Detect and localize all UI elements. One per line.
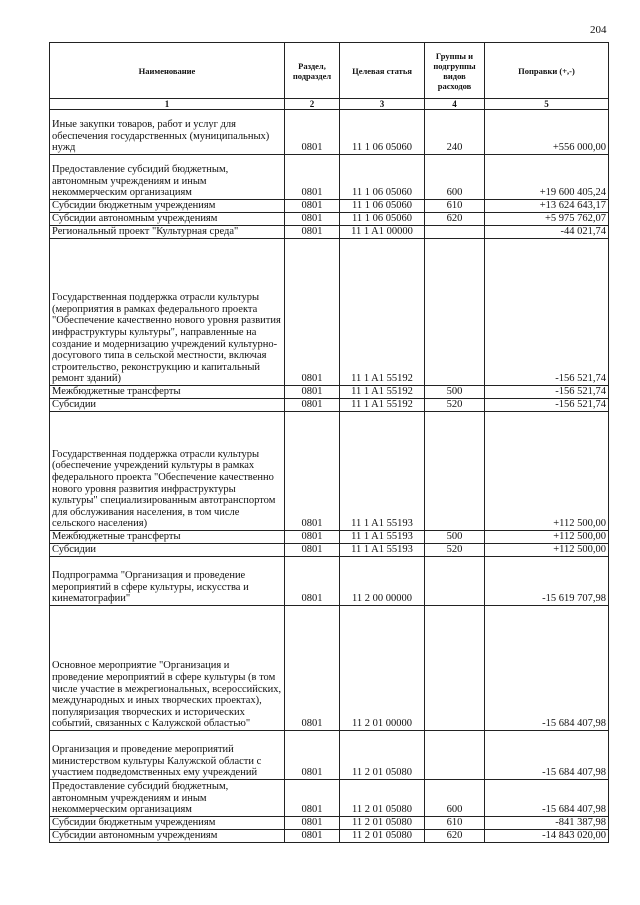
row-article: 11 2 01 05080 <box>340 817 425 830</box>
table-row <box>50 399 609 412</box>
row-amount: -15 619 707,98 <box>485 557 609 606</box>
table-row <box>50 155 609 200</box>
header-name: Наименование <box>50 43 285 99</box>
row-name: Региональный проект "Культурная среда" <box>50 226 285 239</box>
row-section: 0801 <box>285 557 340 606</box>
row-article: 11 2 01 05080 <box>340 780 425 817</box>
row-article: 11 2 01 05080 <box>340 731 425 780</box>
row-amount: -156 521,74 <box>485 239 609 386</box>
row-article: 11 1 A1 00000 <box>340 226 425 239</box>
table-row <box>50 731 609 780</box>
row-group <box>425 412 485 531</box>
table-row <box>50 531 609 544</box>
row-article: 11 2 01 00000 <box>340 606 425 731</box>
row-group: 620 <box>425 830 485 843</box>
row-amount: -44 021,74 <box>485 226 609 239</box>
row-section: 0801 <box>285 155 340 200</box>
row-article: 11 2 00 00000 <box>340 557 425 606</box>
row-article: 11 1 06 05060 <box>340 110 425 155</box>
row-group: 620 <box>425 213 485 226</box>
row-amount: -14 843 020,00 <box>485 830 609 843</box>
table-header-row <box>50 43 609 99</box>
row-article: 11 1 06 05060 <box>340 213 425 226</box>
table-row <box>50 386 609 399</box>
table-row <box>50 780 609 817</box>
row-section: 0801 <box>285 386 340 399</box>
row-name: Основное мероприятие "Организация и проведение мероприятий в сфере культуры (в том числе участие в межрегиональных, всероссийских, международных и иных творческих проектах), популяризация творческих и исторических событий, связанных с Калужской областью" <box>50 606 285 731</box>
row-article: 11 1 A1 55192 <box>340 386 425 399</box>
table-row <box>50 817 609 830</box>
row-group <box>425 239 485 386</box>
row-name: Предоставление субсидий бюджетным, автономным учреждениям и иным некоммерческим организациям <box>50 155 285 200</box>
row-amount: -15 684 407,98 <box>485 731 609 780</box>
row-amount: +112 500,00 <box>485 544 609 557</box>
row-article: 11 1 A1 55193 <box>340 531 425 544</box>
header-section: Раздел, подраздел <box>285 43 340 99</box>
row-name: Субсидии <box>50 399 285 412</box>
row-section: 0801 <box>285 544 340 557</box>
table-row <box>50 200 609 213</box>
row-section: 0801 <box>285 606 340 731</box>
table-row <box>50 412 609 531</box>
row-amount: +112 500,00 <box>485 531 609 544</box>
row-amount: +19 600 405,24 <box>485 155 609 200</box>
row-amount: +13 624 643,17 <box>485 200 609 213</box>
row-name: Субсидии бюджетным учреждениям <box>50 200 285 213</box>
row-name: Субсидии бюджетным учреждениям <box>50 817 285 830</box>
row-group <box>425 606 485 731</box>
row-group <box>425 731 485 780</box>
row-group: 520 <box>425 544 485 557</box>
row-group: 520 <box>425 399 485 412</box>
row-name: Государственная поддержка отрасли культуры (мероприятия в рамках федерального проекта "Обеспечение качественно нового уровня развития инфраструктуры культуры", направленные на создание и модернизацию учреждений культурно-досугового типа в сельской местности, включая строительство, реконструкцию и капитальный ремонт зданий) <box>50 239 285 386</box>
row-name: Субсидии <box>50 544 285 557</box>
row-amount: -156 521,74 <box>485 399 609 412</box>
table-row <box>50 830 609 843</box>
row-name: Предоставление субсидий бюджетным, автономным учреждениям и иным некоммерческим организациям <box>50 780 285 817</box>
row-article: 11 1 A1 55193 <box>340 544 425 557</box>
table-row <box>50 226 609 239</box>
row-name: Субсидии автономным учреждениям <box>50 830 285 843</box>
column-number: 5 <box>485 99 609 110</box>
row-group <box>425 226 485 239</box>
row-group: 610 <box>425 200 485 213</box>
row-group: 500 <box>425 386 485 399</box>
row-article: 11 1 A1 55193 <box>340 412 425 531</box>
row-name: Организация и проведение мероприятий министерством культуры Калужской области с участием подведомственных ему учреждений <box>50 731 285 780</box>
row-group: 610 <box>425 817 485 830</box>
row-amount: -156 521,74 <box>485 386 609 399</box>
column-number: 4 <box>425 99 485 110</box>
row-name: Государственная поддержка отрасли культуры (обеспечение учреждений культуры в рамках федерального проекта "Обеспечение качественно нового уровня развития инфраструктуры культуры" специализированным автотранспортом для обслуживания населения, в том числе сельского населения) <box>50 412 285 531</box>
row-article: 11 1 06 05060 <box>340 155 425 200</box>
page-number: 204 <box>590 24 607 36</box>
table-row <box>50 557 609 606</box>
row-group: 240 <box>425 110 485 155</box>
row-group: 600 <box>425 155 485 200</box>
row-group: 500 <box>425 531 485 544</box>
column-number: 3 <box>340 99 425 110</box>
header-amendments: Поправки (+,-) <box>485 43 609 99</box>
row-section: 0801 <box>285 226 340 239</box>
row-amount: -15 684 407,98 <box>485 606 609 731</box>
row-section: 0801 <box>285 239 340 386</box>
row-article: 11 2 01 05080 <box>340 830 425 843</box>
row-group: 600 <box>425 780 485 817</box>
column-number: 1 <box>50 99 285 110</box>
column-number-row <box>50 99 609 110</box>
row-amount: +112 500,00 <box>485 412 609 531</box>
table-row <box>50 239 609 386</box>
header-groups: Группы и подгруппы видов расходов <box>425 43 485 99</box>
row-section: 0801 <box>285 531 340 544</box>
header-article: Целевая статья <box>340 43 425 99</box>
row-name: Иные закупки товаров, работ и услуг для обеспечения государственных (муниципальных) нужд <box>50 110 285 155</box>
table-row <box>50 544 609 557</box>
row-name: Подпрограмма "Организация и проведение мероприятий в сфере культуры, искусства и кинематографии" <box>50 557 285 606</box>
row-section: 0801 <box>285 200 340 213</box>
row-section: 0801 <box>285 213 340 226</box>
table-row <box>50 110 609 155</box>
row-name: Субсидии автономным учреждениям <box>50 213 285 226</box>
row-group <box>425 557 485 606</box>
row-amount: -15 684 407,98 <box>485 780 609 817</box>
row-section: 0801 <box>285 731 340 780</box>
row-section: 0801 <box>285 412 340 531</box>
row-name: Межбюджетные трансферты <box>50 386 285 399</box>
row-section: 0801 <box>285 830 340 843</box>
table-row <box>50 213 609 226</box>
row-article: 11 1 06 05060 <box>340 200 425 213</box>
column-number: 2 <box>285 99 340 110</box>
row-article: 11 1 A1 55192 <box>340 399 425 412</box>
row-section: 0801 <box>285 110 340 155</box>
budget-table <box>49 42 609 843</box>
row-article: 11 1 A1 55192 <box>340 239 425 386</box>
row-section: 0801 <box>285 399 340 412</box>
row-amount: +556 000,00 <box>485 110 609 155</box>
row-section: 0801 <box>285 780 340 817</box>
row-name: Межбюджетные трансферты <box>50 531 285 544</box>
table-row <box>50 606 609 731</box>
row-section: 0801 <box>285 817 340 830</box>
row-amount: +5 975 762,07 <box>485 213 609 226</box>
row-amount: -841 387,98 <box>485 817 609 830</box>
